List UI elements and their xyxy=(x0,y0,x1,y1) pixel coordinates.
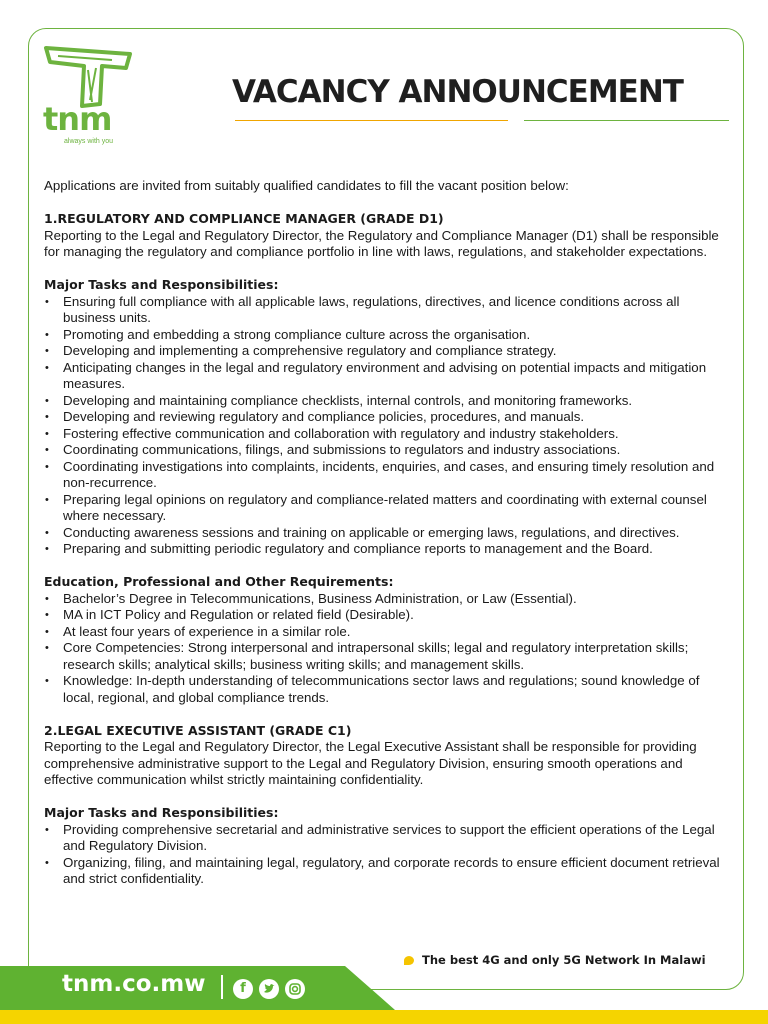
list-item: • Promoting and embedding a strong compliance culture across the organisation. xyxy=(44,327,734,344)
list-item: • Knowledge: In-depth understanding of telecommunications sector laws and regulations; sound knowledge of local, regional, and global compliance trends. xyxy=(44,673,734,706)
position-1-tasks-list xyxy=(44,294,734,558)
instagram-icon[interactable] xyxy=(285,979,305,999)
position-1-requirements-heading: Education, Professional and Other Requirements: xyxy=(44,574,394,589)
brand-name: tnm xyxy=(43,100,112,138)
position-1-summary: Reporting to the Legal and Regulatory Director, the Regulatory and Compliance Manager (D1) shall be responsible for managing the regulatory and compliance portfolio in line with laws, regulations, and stakeholder expectations. xyxy=(44,227,719,259)
list-item: • Anticipating changes in the legal and regulatory environment and advising on potential impacts and mitigation measures. xyxy=(44,360,734,393)
position-2-tasks-list xyxy=(44,822,734,888)
list-item: • Conducting awareness sessions and training on applicable or emerging laws, regulations, and directives. xyxy=(44,525,734,542)
footer-yellow-band xyxy=(0,1010,768,1024)
position-2-heading: 2.LEGAL EXECUTIVE ASSISTANT (GRADE C1) xyxy=(44,722,352,738)
list-item: • Coordinating communications, filings, and submissions to regulators and industry associations. xyxy=(44,442,734,459)
position-2-summary: Reporting to the Legal and Regulatory Director, the Legal Executive Assistant shall be responsible for providing comprehensive administrative support to the Legal and Regulatory Division, ensuring smooth operations and effective communication whilst strictly maintaining confidentiality. xyxy=(44,739,697,787)
list-item: • Fostering effective communication and collaboration with regulatory and industry stakeholders. xyxy=(44,426,734,443)
title-underline-orange xyxy=(235,120,508,121)
list-item: • Developing and implementing a comprehensive regulatory and compliance strategy. xyxy=(44,343,734,360)
list-item: • MA in ICT Policy and Regulation or related field (Desirable). xyxy=(44,607,734,624)
speech-bubble-icon xyxy=(404,956,414,965)
facebook-icon[interactable]: f xyxy=(233,979,253,999)
list-item: • Bachelor’s Degree in Telecommunications, Business Administration, or Law (Essential). xyxy=(44,591,734,608)
website-link[interactable]: tnm.co.mw xyxy=(62,971,206,997)
list-item: • Developing and maintaining compliance checklists, internal controls, and monitoring frameworks. xyxy=(44,393,734,410)
position-2-tasks-heading: Major Tasks and Responsibilities: xyxy=(44,805,279,820)
intro-text: Applications are invited from suitably qualified candidates to fill the vacant position below: xyxy=(44,178,569,193)
network-tagline xyxy=(404,953,706,967)
position-1-requirements-list xyxy=(44,591,734,707)
list-item: • At least four years of experience in a similar role. xyxy=(44,624,734,641)
list-item: • Preparing legal opinions on regulatory and compliance-related matters and coordinating with external counsel where necessary. xyxy=(44,492,734,525)
list-item: • Preparing and submitting periodic regulatory and compliance reports to management and the Board. xyxy=(44,541,734,558)
list-item: • Developing and reviewing regulatory and compliance policies, procedures, and manuals. xyxy=(44,409,734,426)
list-item: • Organizing, filing, and maintaining legal, regulatory, and corporate records to ensure efficient document retrieval and strict confidentiality. xyxy=(44,855,734,888)
twitter-icon[interactable] xyxy=(259,979,279,999)
list-item: • Ensuring full compliance with all applicable laws, regulations, directives, and licence conditions across all business units. xyxy=(44,294,734,327)
network-tagline-text: The best 4G and only 5G Network In Malawi xyxy=(422,953,706,967)
page-title: VACANCY ANNOUNCEMENT xyxy=(232,74,683,110)
brand-tagline: always with you xyxy=(64,138,114,145)
list-item: • Coordinating investigations into complaints, incidents, enquiries, and cases, and ensuring timely resolution and non-recurrence. xyxy=(44,459,734,492)
announcement-body xyxy=(44,178,734,888)
title-underline-green xyxy=(524,120,729,121)
footer-separator xyxy=(221,975,223,999)
position-1-heading: 1.REGULATORY AND COMPLIANCE MANAGER (GRADE D1) xyxy=(44,211,444,226)
list-item: • Providing comprehensive secretarial and administrative services to support the efficient operations of the Legal and Regulatory Division. xyxy=(44,822,734,855)
position-1-tasks-heading: Major Tasks and Responsibilities: xyxy=(44,277,279,292)
list-item: • Core Competencies: Strong interpersonal and intrapersonal skills; legal and regulatory interpretation skills; research skills; analytical skills; business writing skills; and management skills. xyxy=(44,640,734,673)
